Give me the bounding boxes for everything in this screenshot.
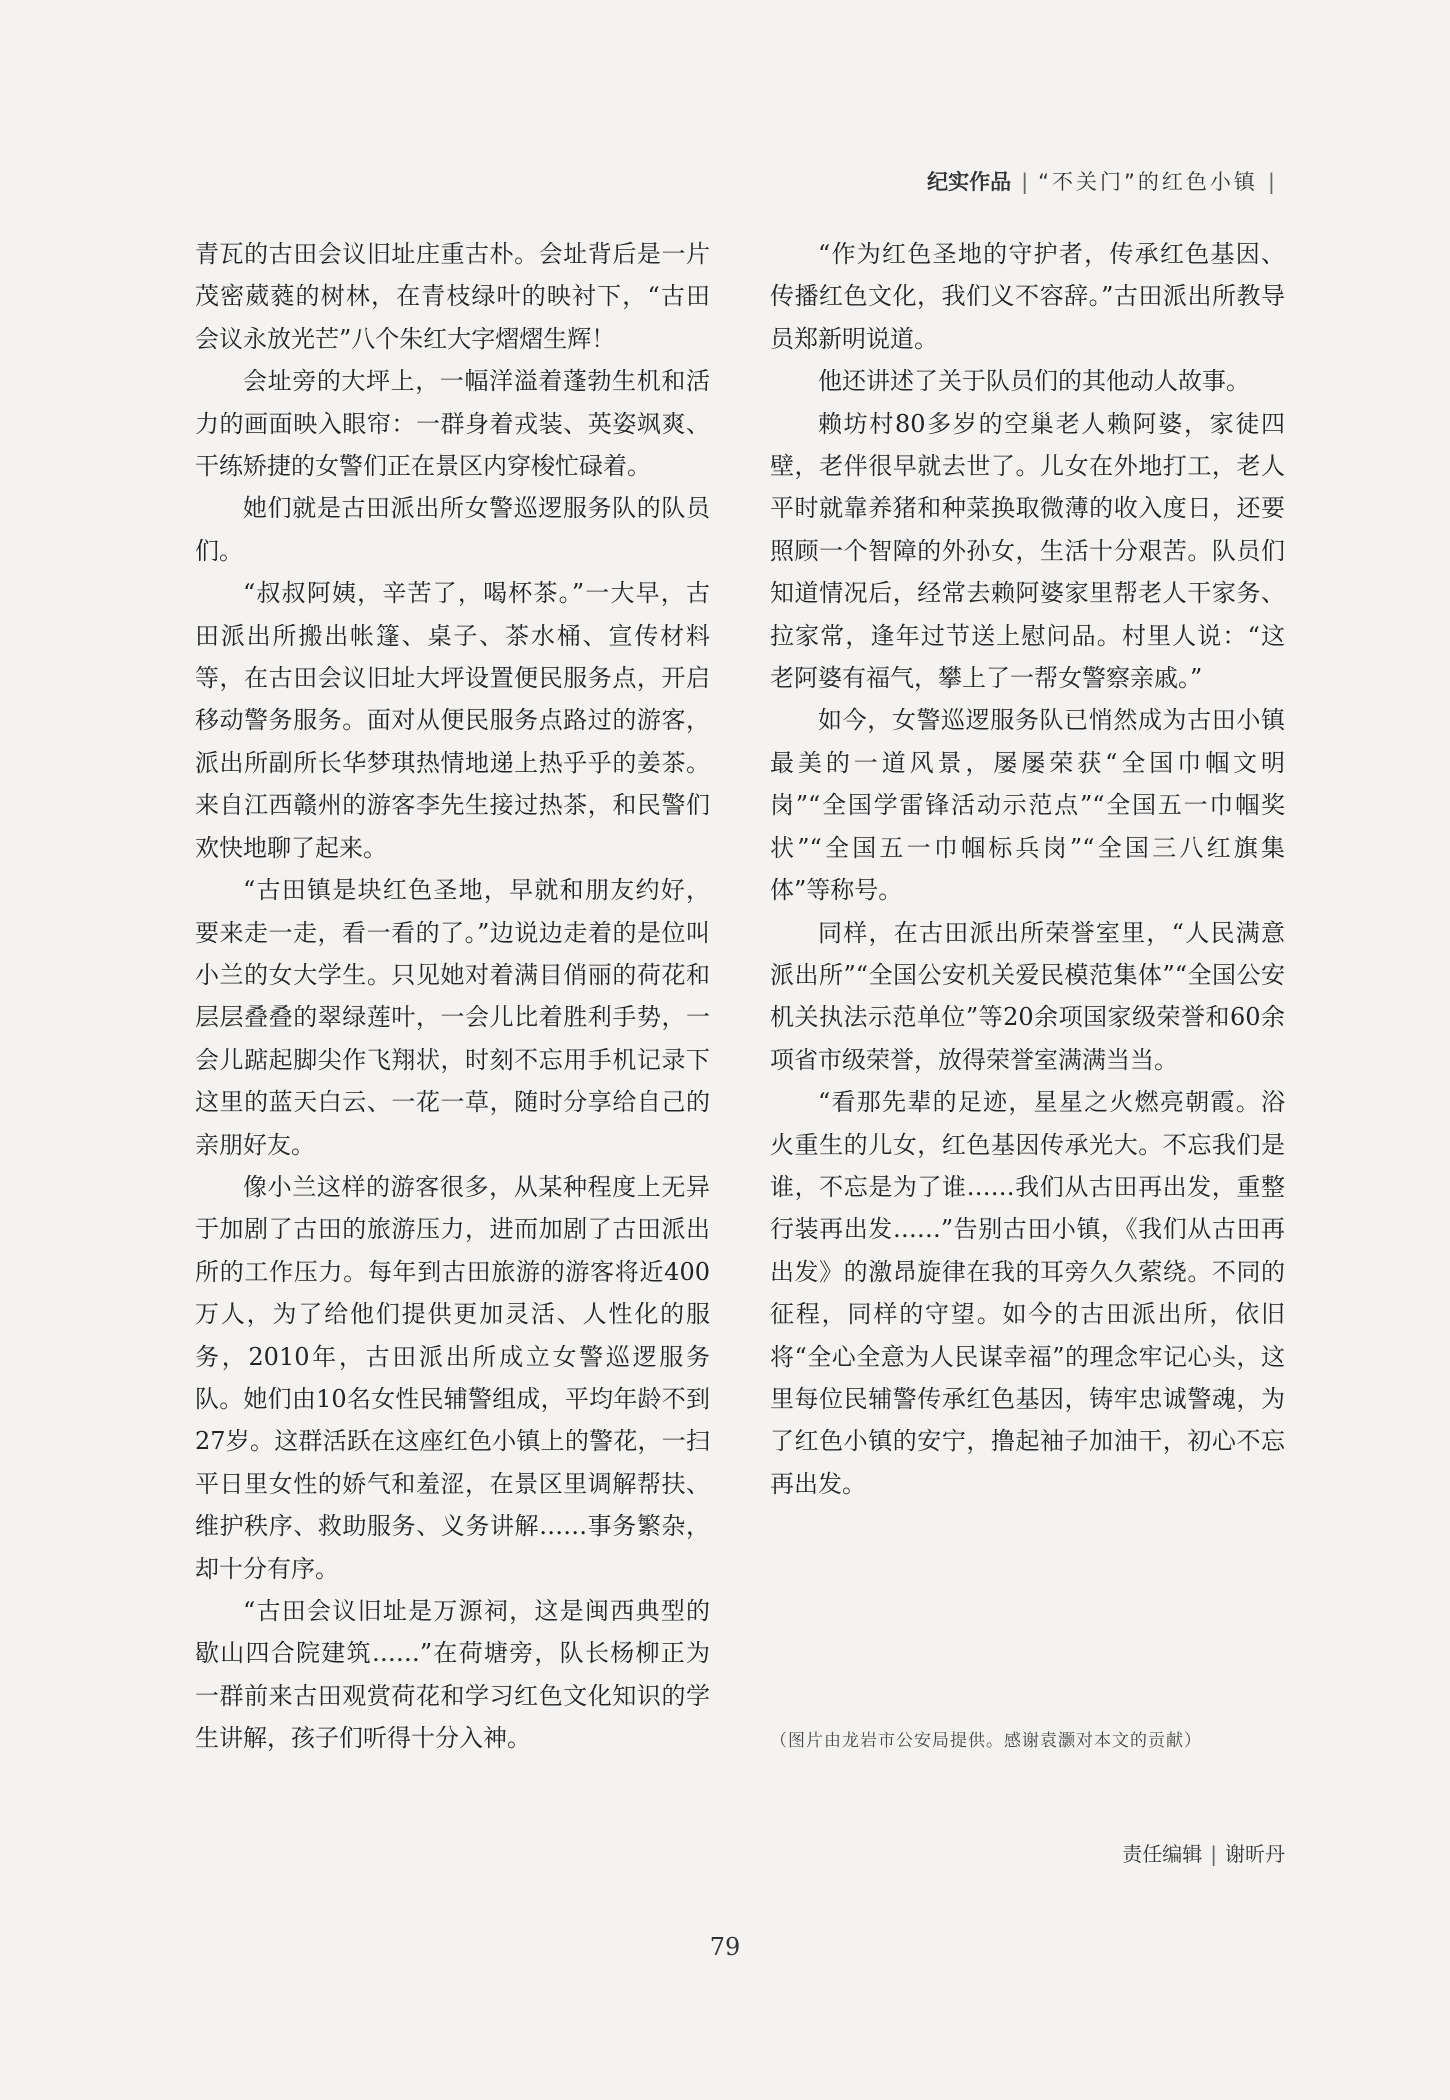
paragraph: 同样，在古田派出所荣誉室里，“人民满意派出所”“全国公安机关爱民模范集体”“全国公安机关执法示范单位”等20余项国家级荣誉和60余项省市级荣誉，放得荣誉室满满当当。: [770, 918, 1285, 1074]
paragraph: “作为红色圣地的守护者，传承红色基因、传播红色文化，我们义不容辞。”古田派出所教导员郑新明说道。: [770, 240, 1285, 353]
paragraph: “看那先辈的足迹，星星之火燃亮朝霞。浴火重生的儿女，红色基因传承光大。不忘我们是谁，不忘是为了谁……我们从古田再出发，重整行装再出发……”告别古田小镇，《我们从古田再出发》的激昂旋律在我的耳旁久久萦绕。不同的征程，同样的守望。如今的古田派出所，依旧将“全心全意为人民谋幸福”的理念牢记心头，这里每位民辅警传承红色基因，铸牢忠诚警魂，为了红色小镇的安宁，撸起袖子加油干，初心不忘再出发。: [770, 1088, 1285, 1498]
editor-credit: [1122, 1838, 1285, 1867]
right-column: [770, 233, 1285, 1505]
editor-name: 谢昕丹: [1225, 1842, 1285, 1866]
editor-label: 责任编辑: [1122, 1842, 1203, 1866]
paragraph: 赖坊村80多岁的空巢老人赖阿婆，家徒四壁，老伴很早就去世了。儿女在外地打工，老人平时就靠养猪和种菜换取微薄的收入度日，还要照顾一个智障的外孙女，生活十分艰苦。队员们知道情况后，经常去赖阿婆家里帮老人干家务、拉家常，逢年过节送上慰问品。村里人说：“这老阿婆有福气，攀上了一帮女警察亲戚。”: [770, 409, 1285, 693]
paragraph: “古田会议旧址是万源祠，这是闽西典型的歇山四合院建筑……”在荷塘旁，队长杨柳正为一群前来古田观赏荷花和学习红色文化知识的学生讲解，孩子们听得十分入神。: [195, 1597, 710, 1753]
section-label: 纪实作品: [927, 170, 1012, 194]
paragraph: 像小兰这样的游客很多，从某种程度上无异于加剧了古田的旅游压力，进而加剧了古田派出所的工作压力。每年到古田旅游的游客将近400万人，为了给他们提供更加灵活、人性化的服务，2010年，古田派出所成立女警巡逻服务队。她们由10名女性民辅警组成，平均年龄不到27岁。这群活跃在这座红色小镇上的警花，一扫平日里女性的娇气和羞涩，在景区里调解帮扶、维护秩序、救助服务、义务讲解……事务繁杂，却十分有序。: [195, 1172, 710, 1583]
paragraph: “古田镇是块红色圣地，早就和朋友约好，要来走一走，看一看的了。”边说边走着的是位叫小兰的女大学生。只见她对着满目俏丽的荷花和层层叠叠的翠绿莲叶，一会儿比着胜利手势，一会儿踮起脚尖作飞翔状，时刻不忘用手机记录下这里的蓝天白云、一花一草，随时分享给自己的亲朋好友。: [195, 876, 710, 1159]
left-column: [195, 233, 710, 1760]
paragraph: 如今，女警巡逻服务队已悄然成为古田小镇最美的一道风景，屡屡荣获“全国巾帼文明岗”“全国学雷锋活动示范点”“全国五一巾帼奖状”“全国五一巾帼标兵岗”“全国三八红旗集体”等称号。: [770, 706, 1285, 905]
header-end-mark: |: [1267, 170, 1275, 194]
paragraph: 青瓦的古田会议旧址庄重古朴。会址背后是一片茂密葳蕤的树林，在青枝绿叶的映衬下，“古田会议永放光芒”八个朱红大字熠熠生辉！: [195, 240, 710, 353]
paragraph: “叔叔阿姨，辛苦了，喝杯茶。”一大早，古田派出所搬出帐篷、桌子、茶水桶、宣传材料等，在古田会议旧址大坪设置便民服务点，开启移动警务服务。面对从便民服务点路过的游客，派出所副所长华梦琪热情地递上热乎乎的姜茶。来自江西赣州的游客李先生接过热茶，和民警们欢快地聊了起来。: [195, 579, 710, 862]
running-header: [927, 166, 1285, 196]
article-title: “不关门”的红色小镇: [1038, 170, 1258, 194]
page-number: 79: [709, 1933, 741, 1961]
paragraph: 她们就是古田派出所女警巡逻服务队的队员们。: [195, 494, 710, 565]
paragraph: 他还讲述了关于队员们的其他动人故事。: [818, 367, 1250, 396]
photo-credit: （图片由龙岩市公安局提供。感谢袁灏对本文的贡献）: [770, 1731, 1202, 1751]
editor-separator: |: [1210, 1842, 1217, 1866]
header-separator: |: [1021, 170, 1029, 194]
paragraph: 会址旁的大坪上，一幅洋溢着蓬勃生机和活力的画面映入眼帘：一群身着戎装、英姿飒爽、干练矫捷的女警们正在景区内穿梭忙碌着。: [195, 367, 710, 481]
